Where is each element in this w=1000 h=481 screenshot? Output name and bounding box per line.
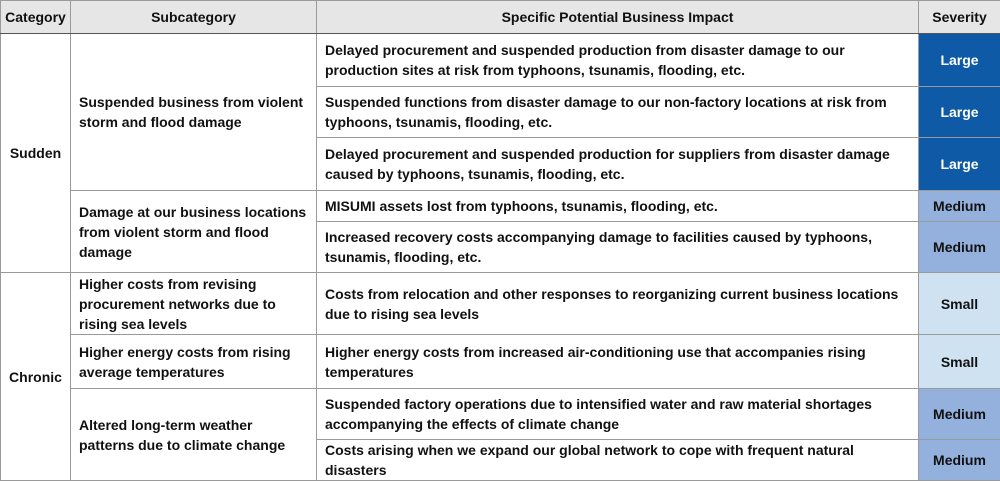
impact-cell: Delayed procurement and suspended production for suppliers from disaster damage caused by typhoons, tsunamis, flooding, etc. [317, 138, 919, 191]
severity-badge: Large [919, 34, 1000, 87]
header-severity: Severity [919, 1, 1000, 34]
severity-badge: Medium [919, 440, 1000, 481]
table-row [1, 335, 1000, 389]
impact-cell: Delayed procurement and suspended production from disaster damage to our production sites at risk from typhoons, tsunamis, flooding, etc. [317, 34, 919, 87]
subcategory-weather-patterns: Altered long-term weather patterns due to climate change [71, 389, 317, 481]
severity-badge: Medium [919, 222, 1000, 273]
severity-badge: Small [919, 335, 1000, 389]
category-chronic: Chronic [1, 273, 71, 481]
table-row [1, 34, 1000, 87]
impact-cell: Higher energy costs from increased air-conditioning use that accompanies rising temperatures [317, 335, 919, 389]
header-category: Category [1, 1, 71, 34]
impact-cell: Costs from relocation and other responses to reorganizing current business locations due to rising sea levels [317, 273, 919, 335]
impact-cell: Suspended functions from disaster damage to our non-factory locations at risk from typhoons, tsunamis, flooding, etc. [317, 87, 919, 138]
severity-badge: Large [919, 138, 1000, 191]
severity-badge: Large [919, 87, 1000, 138]
subcategory-sea-levels: Higher costs from revising procurement networks due to rising sea levels [71, 273, 317, 335]
table-row [1, 273, 1000, 335]
subcategory-storm-flood-locations: Damage at our business locations from violent storm and flood damage [71, 191, 317, 273]
impact-cell: Suspended factory operations due to intensified water and raw material shortages accompanying the effects of climate change [317, 389, 919, 440]
subcategory-storm-flood-suspended: Suspended business from violent storm and flood damage [71, 34, 317, 191]
header-row [1, 1, 1000, 34]
table-row [1, 191, 1000, 222]
severity-badge: Medium [919, 389, 1000, 440]
impact-cell: Increased recovery costs accompanying damage to facilities caused by typhoons, tsunamis, flooding, etc. [317, 222, 919, 273]
severity-badge: Medium [919, 191, 1000, 222]
table-row [1, 389, 1000, 440]
subcategory-energy-costs: Higher energy costs from rising average temperatures [71, 335, 317, 389]
impact-cell: MISUMI assets lost from typhoons, tsunamis, flooding, etc. [317, 191, 919, 222]
impact-cell: Costs arising when we expand our global network to cope with frequent natural disasters [317, 440, 919, 481]
severity-badge: Small [919, 273, 1000, 335]
header-subcategory: Subcategory [71, 1, 317, 34]
header-impact: Specific Potential Business Impact [317, 1, 919, 34]
category-sudden: Sudden [1, 34, 71, 273]
